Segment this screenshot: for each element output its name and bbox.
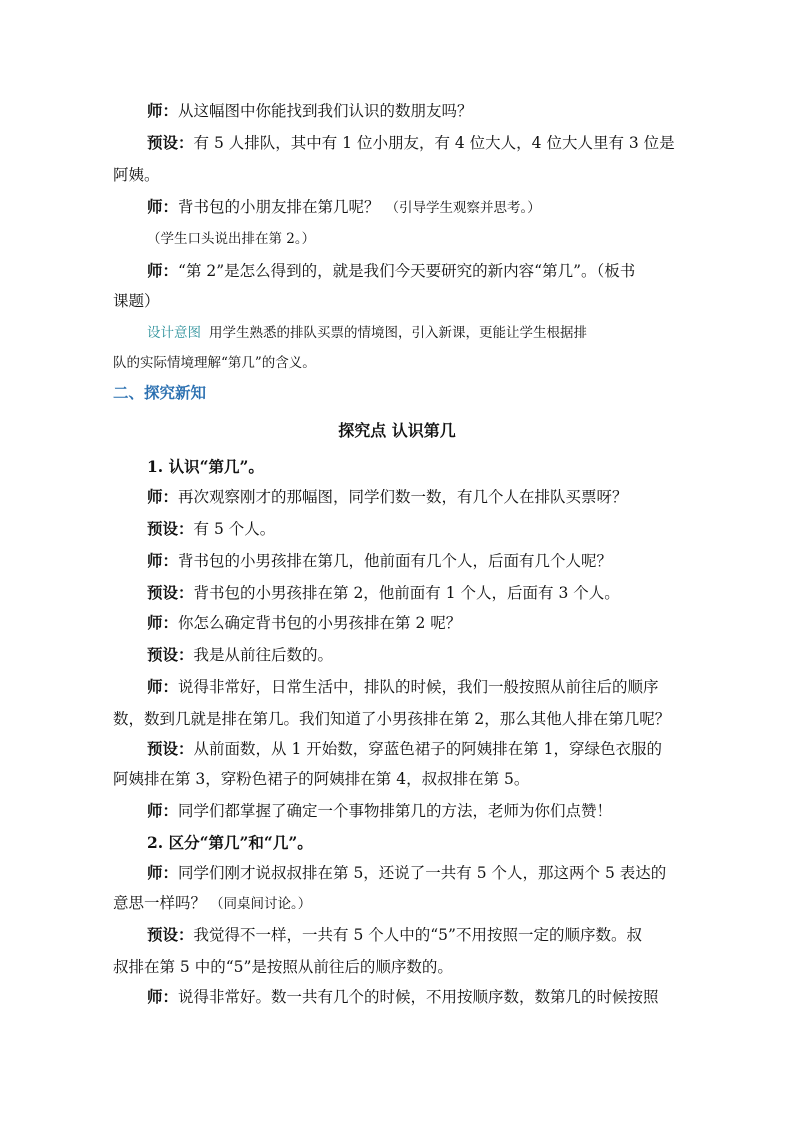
paragraph-text: 同学们刚才说叔叔排在第 5，还说了一共有 5 个人，那这两个 5 表达的 (178, 864, 667, 882)
speaker-label: 预设： (147, 739, 194, 758)
paragraph-text: 数，数到几就是排在第几。我们知道了小男孩排在第 2，那么其他人排在第几呢？ (113, 710, 671, 728)
design-intent-label: 设计意图 (147, 325, 201, 341)
speaker-label: 预设： (147, 925, 194, 944)
speaker-label: 师： (147, 863, 179, 882)
paragraph (113, 608, 709, 638)
paragraph (113, 482, 709, 512)
item-heading: 2. 区分“第几”和“几”。 (147, 833, 313, 852)
paragraph-continuation (113, 888, 675, 919)
speaker-label: 预设： (147, 133, 194, 152)
speaker-label: 师： (147, 487, 179, 506)
section-heading: 二、探究新知 (113, 383, 207, 402)
speaker-label: 预设： (147, 645, 194, 664)
stage-note: （引导学生观察并思考。） (385, 200, 541, 216)
paragraph (113, 982, 709, 1012)
paragraph (113, 920, 709, 950)
item-heading: 1. 认识“第几”。 (147, 457, 264, 476)
paragraph (113, 796, 709, 826)
paragraph-text: “第 2”是怎么得到的，就是我们今天要研究的新内容“第几”。（板书 (178, 262, 636, 280)
speaker-label: 预设： (147, 519, 194, 538)
paragraph (113, 192, 709, 223)
paragraph-text: 背书包的小男孩排在第 2，他前面有 1 个人，后面有 3 个人。 (193, 584, 620, 602)
speaker-label: 师： (147, 551, 179, 570)
design-intent-continuation (113, 348, 675, 378)
paragraph (113, 514, 709, 544)
speaker-label: 师： (147, 261, 179, 280)
paragraph-text: 我觉得不一样，一共有 5 个人中的“5”不用按照一定的顺序数。叔 (193, 926, 642, 944)
speaker-label: 师： (147, 613, 179, 632)
paragraph-text: 再次观察刚才的那幅图，同学们数一数，有几个人在排队买票呀？ (178, 488, 628, 506)
design-intent (113, 318, 709, 348)
paragraph (113, 858, 709, 888)
paragraph (113, 128, 709, 158)
paragraph-text: 背书包的小朋友排在第几呢？ (178, 198, 380, 216)
paragraph-text: 阿姨排在第 3，穿粉色裙子的阿姨排在第 4，叔叔排在第 5。 (113, 770, 530, 788)
speaker-label: 师： (147, 101, 179, 120)
speaker-label: 师： (147, 677, 179, 696)
paragraph (113, 546, 709, 576)
stage-note-text: （学生口头说出排在第 2。） (147, 231, 316, 247)
paragraph-text: 有 5 人排队，其中有 1 位小朋友，有 4 位大人，4 位大人里有 3 位是 (193, 134, 675, 152)
paragraph-continuation (113, 704, 675, 734)
subsection-title: 探究点 认识第几 (338, 421, 456, 440)
design-intent-text: 队的实际情境理解“第几”的含义。 (113, 355, 316, 371)
speaker-label: 师： (147, 987, 179, 1006)
paragraph-continuation (113, 286, 675, 316)
speaker-label: 师： (147, 197, 179, 216)
paragraph-text: 说得非常好，日常生活中，排队的时候，我们一般按照从前往后的顺序 (178, 678, 659, 696)
speaker-label: 预设： (147, 583, 194, 602)
paragraph-continuation (113, 764, 675, 794)
paragraph-continuation (113, 952, 675, 982)
paragraph-text: 课题） (113, 292, 160, 310)
speaker-label: 师： (147, 801, 179, 820)
paragraph-text: 同学们都掌握了确定一个事物排第几的方法，老师为你们点赞！ (178, 802, 613, 820)
paragraph-text: 从前面数，从 1 开始数，穿蓝色裙子的阿姨排在第 1，穿绿色衣服的 (193, 740, 663, 758)
paragraph (113, 640, 709, 670)
design-intent-text: 用学生熟悉的排队买票的情境图，引入新课，更能让学生根据排 (209, 325, 587, 341)
paragraph-text: 背书包的小男孩排在第几，他前面有几个人，后面有几个人呢？ (178, 552, 613, 570)
paragraph (113, 672, 709, 702)
paragraph-text: 说得非常好。数一共有几个的时候，不用按顺序数，数第几的时候按照 (178, 988, 659, 1006)
paragraph-text: 叔排在第 5 中的“5”是按照从前往后的顺序数的。 (113, 958, 453, 976)
paragraph-text: 你怎么确定背书包的小男孩排在第 2 呢？ (178, 614, 462, 632)
paragraph-text: 从这幅图中你能找到我们认识的数朋友吗？ (178, 102, 473, 120)
paragraph-continuation (113, 160, 675, 190)
paragraph-text: 阿姨。 (113, 166, 160, 184)
stage-note: （同桌间讨论。） (210, 896, 312, 912)
paragraph-text: 意思一样吗？ (113, 894, 207, 912)
stage-note (113, 224, 709, 254)
paragraph (113, 734, 709, 764)
paragraph (113, 96, 709, 126)
paragraph-text: 有 5 个人。 (193, 520, 276, 538)
paragraph (113, 256, 709, 286)
paragraph-text: 我是从前往后数的。 (193, 646, 334, 664)
paragraph (113, 578, 709, 608)
